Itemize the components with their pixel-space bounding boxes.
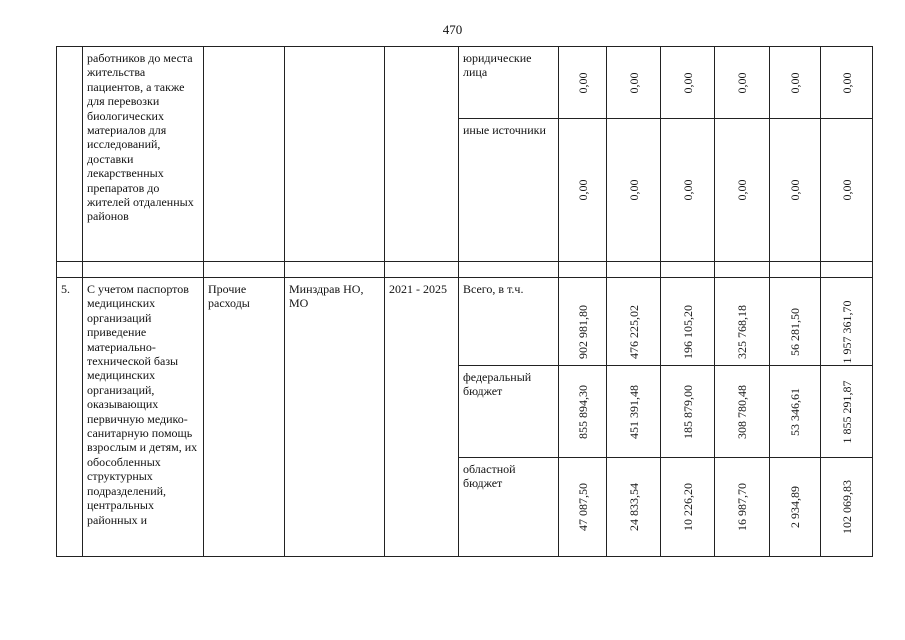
value: 0,00 [680, 179, 695, 201]
value: 102 069,83 [839, 480, 854, 534]
value: 0,00 [575, 179, 590, 201]
value: 10 226,20 [680, 483, 695, 531]
spacer-row [57, 262, 873, 278]
value-cell [607, 119, 661, 262]
value-cell [559, 119, 607, 262]
value: 24 833,54 [626, 483, 641, 531]
source-label: областной бюджет [463, 462, 516, 491]
value: 1 957 361,70 [839, 300, 854, 364]
expense-type: Прочие расходы [208, 282, 250, 311]
value: 855 894,30 [575, 384, 590, 439]
value: 16 987,70 [734, 483, 749, 531]
value: 47 087,50 [575, 483, 590, 531]
source-cell [459, 119, 559, 262]
value: 325 768,18 [734, 304, 749, 359]
value-cell [559, 458, 607, 557]
period: 2021 - 2025 [389, 282, 447, 296]
value-cell [559, 278, 607, 366]
value-cell [607, 47, 661, 119]
source-cell [459, 278, 559, 366]
value: 2 934,89 [787, 486, 802, 528]
description-cell [83, 278, 204, 557]
source-cell [459, 47, 559, 119]
value: 0,00 [626, 72, 641, 93]
value-cell [715, 278, 770, 366]
value: 0,00 [839, 179, 854, 201]
value-cell [661, 47, 715, 119]
period-cell [385, 47, 459, 262]
value-cell [770, 366, 821, 458]
value: 0,00 [734, 179, 749, 201]
value-cell [770, 119, 821, 262]
description-cell [83, 47, 204, 262]
executor: Минздрав НО, МО [289, 282, 364, 311]
value: 0,00 [575, 72, 590, 93]
value-cell [607, 278, 661, 366]
source-label: федеральный бюджет [463, 370, 532, 399]
expense-type-cell [204, 47, 285, 262]
value: 0,00 [839, 72, 854, 93]
value: 902 981,80 [575, 304, 590, 359]
value-cell [661, 458, 715, 557]
value: 0,00 [787, 179, 802, 201]
budget-table [56, 46, 873, 557]
measure-description: работников до места жительства пациентов, а также для перевозки биологических материалов для исследований, доставки лекарственных препаратов до жителей отдаленных районов [87, 51, 194, 224]
source-cell [459, 366, 559, 458]
value: 0,00 [680, 72, 695, 93]
period-cell [385, 278, 459, 557]
value-cell [821, 47, 873, 119]
value: 56 281,50 [787, 307, 802, 356]
value-cell [661, 278, 715, 366]
value: 451 391,48 [626, 384, 641, 439]
value: 308 780,48 [734, 384, 749, 439]
value: 1 855 291,87 [839, 380, 854, 443]
value: 0,00 [626, 179, 641, 201]
expense-type-cell [204, 278, 285, 557]
value-cell [770, 47, 821, 119]
value-cell [661, 119, 715, 262]
executor-cell [285, 47, 385, 262]
source-label: иные источники [463, 123, 546, 137]
value: 476 225,02 [626, 304, 641, 359]
value: 53 346,61 [787, 387, 802, 436]
value-cell [821, 278, 873, 366]
source-label: Всего, в т.ч. [463, 282, 524, 296]
value-cell [715, 458, 770, 557]
value-cell [821, 458, 873, 557]
value: 0,00 [787, 72, 802, 93]
value-cell [661, 366, 715, 458]
source-label: юридические лица [463, 51, 532, 80]
value: 185 879,00 [680, 384, 695, 439]
page-number: 470 [442, 22, 463, 37]
row-number-cell [57, 278, 83, 557]
value-cell [607, 458, 661, 557]
row-number-cell [57, 47, 83, 262]
table-row [57, 278, 873, 366]
executor-cell [285, 278, 385, 557]
source-cell [459, 458, 559, 557]
value: 0,00 [734, 72, 749, 93]
value-cell [715, 47, 770, 119]
value-cell [715, 366, 770, 458]
value: 196 105,20 [680, 304, 695, 359]
value-cell [770, 278, 821, 366]
value-cell [607, 366, 661, 458]
value-cell [715, 119, 770, 262]
value-cell [559, 366, 607, 458]
table-row [57, 47, 873, 119]
value-cell [559, 47, 607, 119]
value-cell [770, 458, 821, 557]
measure-description: С учетом паспортов медицинских организаций приведение материально-технической базы медицинских организаций, оказывающих первичную медико-санитарную помощь взрослым и детям, их обособленных структурных подразделений, центральных районных и [87, 282, 198, 527]
value-cell [821, 119, 873, 262]
row-number: 5. [61, 282, 70, 296]
value-cell [821, 366, 873, 458]
